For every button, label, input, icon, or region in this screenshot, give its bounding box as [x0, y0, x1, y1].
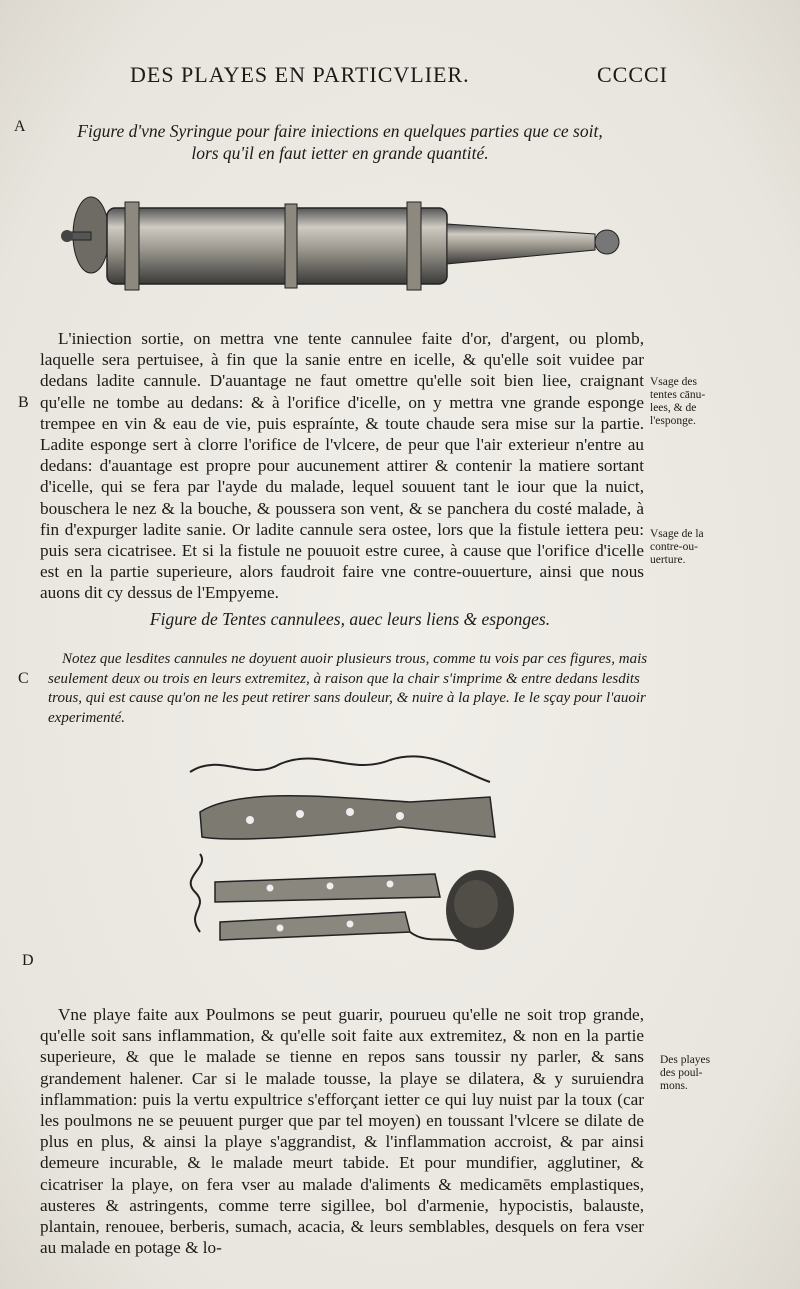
paragraph-lung-wounds-text: Vne playe faite aux Poulmons se peut guarir, pourueu qu'elle ne soit trop grande, qu'elle soit sans inflammation, & qu'elle soit faite aux extremitez, & non en la partie superieure, & que le malade se tienne en repos sans toussir ny parler, & sans grandement halener. Car si le malade tousse, la playe se dilatera, & y suruiendra inflammation: puis la vertu expultrice s'efforçant ietter ce qui luy nuist par la toux (car les poulmons ne se peuuent purger que par tel moyen) en toussant l'vlcere se dilate de plus en plus, & ainsi la playe s'aggrandist, & l'inflammation accroist, & par ainsi demeure incurable, & le malade meurt tabide. Et pour mundifier, agglutiner, & cicatriser la playe, on fera vser au malade d'aliments & medicamēts emplastiques, austeres & astringents, comme terre sigillee, bol d'armenie, hypocistis, balauste, plantain, renouee, berberis, sumach, acacia, & leurs semblables, desquels on fera vser au malade en potage & lo-	[40, 1005, 644, 1258]
folio-number: CCCCI	[596, 62, 668, 87]
margin-letter-c: C	[18, 670, 29, 687]
sidenote-lung-wounds-line: des poul-	[660, 1067, 703, 1079]
tents-caption: Figure de Tentes cannulees, auec leurs liens & esponges.	[149, 609, 551, 629]
sidenote-counter-opening-line: contre-ou-	[650, 541, 698, 553]
paragraph-injection-text: L'iniection sortie, on mettra vne tente cannulee faite d'or, d'argent, ou plomb, laquelle sera pertuisee, à fin que la sanie entre en icelle, & qu'elle soit vuidee par dedans ladite cannule. D'auantage ne faut omettre qu'elle soit bien liee, craignant qu'elle ne tombe au dedans: & à l'orifice d'icelle, on y mettra vne grande esponge trempee en vin & eau de vie, puis espraínte, & toute chaude sera mise sur la partie. Ladite esponge sert à clorre l'orifice de l'vlcere, de peur que l'air exterieur n'entre au dedans: d'auantage est propre pour aucunement attirer & contenir la matiere sortant d'icelle, qui se fera par l'ayde du malade, lequel souuent tant le iour que la nuict, bouschera le nez & la bouche, & poussera son vent, & se panchera du costé malade, à fin d'expurger ladite sanie. Or ladite cannule sera ostee, lors que la fistule iettera peu: puis sera cicatrisee. Et si la fistule ne pouuoit estre curee, à cause que l'orifice d'icelle est en la partie superieure, alors faudroit faire vne contre-ouuerture, ainsi que nous auons dit cy dessus de l'Empyeme.	[40, 329, 644, 603]
sidenote-tents-line: lees, & de	[650, 402, 697, 414]
sidenote-tents-line: tentes cānu-	[650, 389, 706, 401]
sidenote-lung-wounds	[660, 1054, 750, 1093]
paragraph-injection	[40, 328, 644, 604]
syringe-caption-line-2: lors qu'il en faut ietter en grande quantité.	[191, 143, 489, 163]
sidenote-tents	[650, 376, 740, 428]
sidenote-counter-opening	[650, 528, 740, 567]
paragraph-lung-wounds	[40, 1004, 644, 1258]
margin-letter-b: B	[18, 394, 29, 411]
sidenote-counter-opening-line: Vsage de la	[650, 528, 704, 540]
syringe-caption-line-1: Figure d'vne Syringue pour faire iniections en quelques parties que ce soit,	[77, 121, 603, 141]
syringe-caption	[60, 120, 620, 164]
note-paragraph	[48, 650, 652, 728]
running-title: DES PLAYES EN PARTICVLIER.	[130, 62, 470, 87]
running-header	[130, 62, 668, 88]
sidenote-lung-wounds-line: mons.	[660, 1080, 688, 1092]
sidenote-counter-opening-line: uerture.	[650, 554, 686, 566]
sidenote-tents-line: Vsage des	[650, 376, 697, 388]
margin-letter-a: A	[14, 118, 26, 135]
sidenote-lung-wounds-line: Des playes	[660, 1054, 711, 1066]
syringe-illustration	[55, 190, 635, 300]
margin-letter-d: D	[22, 952, 34, 969]
note-paragraph-text: Notez que lesdites cannules ne doyuent auoir plusieurs trous, comme tu vois par ces figures, mais seulement deux ou trois en leurs extremitez, à raison que la chair s'imprime & entre dedans lesdits trous, qui est cause qu'on ne les peut retirer sans douleur, & nuire à la playe. Ie le sçay pour l'auoir experimenté.	[48, 651, 648, 726]
cannulated-tents-illustration	[180, 742, 540, 968]
sidenote-tents-line: l'esponge.	[650, 415, 696, 427]
